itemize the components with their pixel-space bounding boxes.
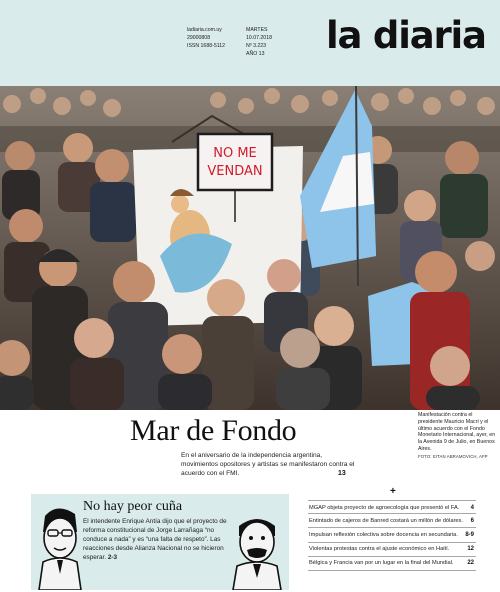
- index-item[interactable]: [308, 557, 476, 571]
- secondary-page-number: 2-3: [107, 554, 118, 562]
- photo-caption: [418, 412, 498, 461]
- lead-headline[interactable]: Mar de Fondo: [130, 414, 297, 447]
- photo-credit: FOTO: EITAN ABRAMOVICH, AFP: [418, 453, 488, 459]
- index-item[interactable]: [308, 543, 476, 557]
- issue-number: Nº 3.223: [246, 43, 267, 49]
- secondary-story-text: [83, 517, 233, 562]
- issue-info: [246, 26, 272, 58]
- secondary-story-body: El intendente Enrique Antía dijo que el proyecto de reforma constitucional de Jorge Larrañaga “no conduce a nada” y es “una falta de respeto”. Las reacciones desde Alianza Nacional no se hicieron esperar.: [83, 518, 227, 562]
- sign-text-line2: VENDAN: [207, 164, 263, 179]
- index-item-page: 22: [467, 560, 474, 567]
- index-item[interactable]: [308, 500, 476, 514]
- index-item-page: 6: [470, 517, 474, 524]
- year: AÑO 13: [246, 51, 265, 57]
- plus-icon: +: [390, 486, 396, 497]
- protest-crowd-illustration: [0, 86, 500, 410]
- index-item-page: 8-9: [465, 531, 474, 538]
- lead-deck: En el aniversario de la independencia argentina, movimientos opositores y artistas se manifestaron contra el acuerdo con el FMI.: [181, 452, 355, 478]
- caption-text: Manifestación contra el presidente Mauricio Macri y el último acuerdo con el Fondo Monetario Internacional, ayer, en la Avenida 9 de Julio, en Buenos Aires.: [418, 412, 496, 452]
- lead-photo: [0, 86, 500, 410]
- issn: ISSN 1688-5112: [187, 43, 225, 49]
- contact-info: [187, 26, 225, 50]
- website: ladiaria.com.uy: [187, 27, 222, 33]
- index-list: [308, 500, 476, 571]
- caricature-left-icon: [31, 504, 89, 590]
- secondary-story-box: [31, 494, 289, 590]
- index-item-text: Entintado de cajeros de Banred costará un millón de dólares.: [309, 517, 463, 524]
- index-item-page: 12: [467, 546, 474, 553]
- sign-text-line1: NO ME: [213, 146, 257, 161]
- phone: 29000808: [187, 35, 211, 41]
- weekday: MARTES: [246, 27, 268, 33]
- index-item-text: Violentas protestas contra el ajuste económico en Haití.: [309, 546, 450, 553]
- index-item[interactable]: [308, 514, 476, 528]
- masthead-bar: [0, 0, 500, 86]
- index-item-text: Impulsan reflexión colectiva sobre docencia en secundaria.: [309, 531, 458, 538]
- secondary-headline[interactable]: No hay peor cuña: [83, 499, 183, 514]
- lead-page-number: 13: [338, 470, 346, 477]
- index-item-text: MGAP objeta proyecto de agroecología que presentó el FA.: [309, 504, 460, 511]
- newspaper-logo: la diaria: [326, 14, 486, 57]
- index-item-text: Bélgica y Francia van por un lugar en la final del Mundial.: [309, 560, 454, 567]
- caricature-right-icon: [227, 512, 287, 590]
- index-item[interactable]: [308, 528, 476, 542]
- index-item-page: 4: [470, 504, 474, 511]
- date: 10.07.2018: [246, 35, 272, 41]
